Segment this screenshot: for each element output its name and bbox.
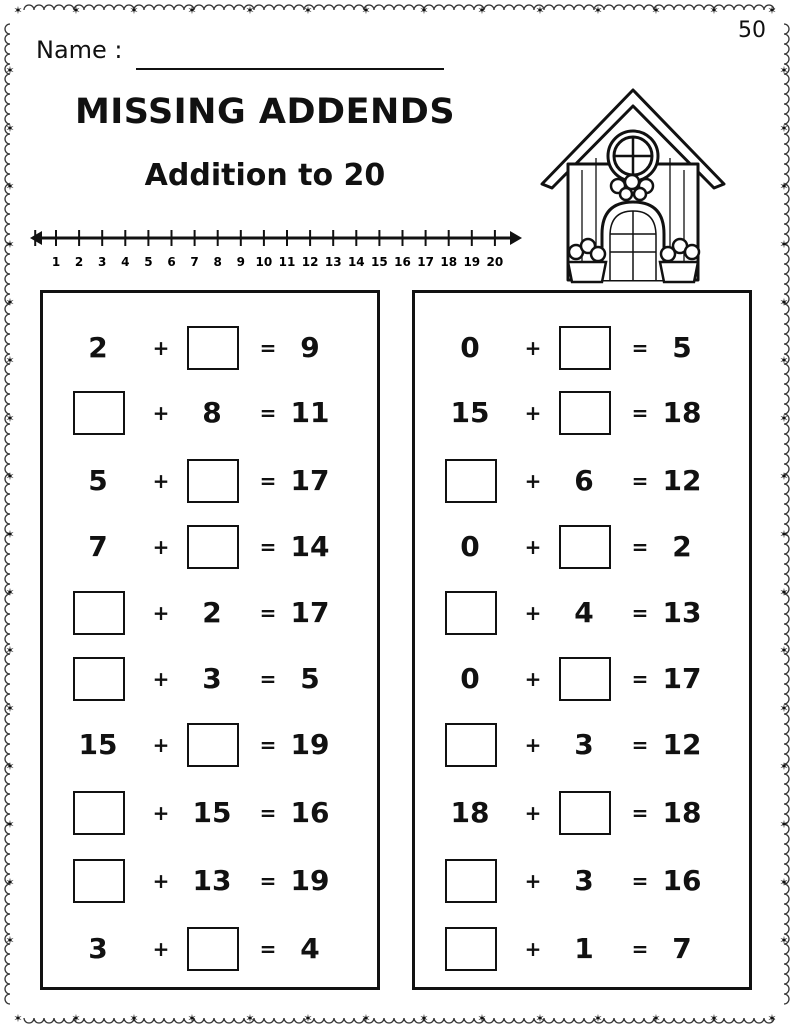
- page-number: 50: [738, 18, 766, 43]
- worksheet-subtitle: Addition to 20: [144, 158, 386, 193]
- equals-sign: =: [259, 869, 277, 893]
- number-line-label: 16: [394, 255, 411, 269]
- equals-sign: =: [631, 469, 649, 493]
- number-line-label: 9: [236, 255, 245, 269]
- addend-b: 3: [574, 728, 594, 761]
- sum: 11: [290, 396, 330, 429]
- problem-row: [43, 459, 377, 503]
- sum: 19: [290, 728, 330, 761]
- problem-row: [43, 723, 377, 767]
- plus-sign: +: [524, 601, 542, 625]
- number-line-label: 2: [74, 255, 84, 269]
- equals-sign: =: [631, 336, 649, 360]
- addend-b: 2: [202, 596, 222, 629]
- star-icon: ✶: [767, 1012, 777, 1025]
- plus-sign: +: [524, 469, 542, 493]
- equals-sign: =: [259, 336, 277, 360]
- addend-a: 0: [460, 530, 480, 563]
- answer-box[interactable]: [73, 391, 125, 435]
- plus-sign: +: [152, 869, 170, 893]
- problem-row: [43, 927, 377, 971]
- star-icon: ✶: [709, 1012, 719, 1025]
- sum: 19: [290, 864, 330, 897]
- star-icon: ✶: [779, 528, 789, 541]
- number-line-right-arrow-icon: [510, 231, 522, 245]
- star-icon: ✶: [419, 1012, 429, 1025]
- star-icon: ✶: [71, 4, 81, 17]
- star-icon: ✶: [71, 1012, 81, 1025]
- number-line-label: 1: [51, 255, 61, 269]
- problem-row: [43, 791, 377, 835]
- answer-box[interactable]: [445, 591, 497, 635]
- number-line-label: 8: [213, 255, 222, 269]
- star-icon: ✶: [779, 238, 789, 251]
- addend-b: 8: [202, 396, 222, 429]
- star-icon: ✶: [593, 1012, 603, 1025]
- answer-box[interactable]: [445, 723, 497, 767]
- star-icon: ✶: [5, 180, 15, 193]
- sum: 16: [662, 864, 702, 897]
- star-icon: ✶: [13, 1012, 23, 1025]
- equals-sign: =: [259, 937, 277, 961]
- star-icon: ✶: [5, 876, 15, 889]
- answer-box[interactable]: [559, 326, 611, 370]
- sum: 5: [300, 662, 320, 695]
- star-icon: ✶: [535, 4, 545, 17]
- star-icon: ✶: [13, 4, 23, 17]
- addend-b: 6: [574, 464, 594, 497]
- left-problems-panel: [40, 290, 380, 990]
- addend-a: 7: [88, 530, 108, 563]
- star-icon: ✶: [5, 818, 15, 831]
- star-icon: ✶: [779, 818, 789, 831]
- star-icon: ✶: [5, 586, 15, 599]
- star-icon: ✶: [245, 1012, 255, 1025]
- addend-a: 0: [460, 331, 480, 364]
- number-line-label: 4: [121, 255, 130, 269]
- plus-sign: +: [152, 937, 170, 961]
- plus-sign: +: [152, 336, 170, 360]
- star-icon: ✶: [129, 4, 139, 17]
- number-line-label: 19: [463, 255, 481, 269]
- problem-row: [43, 326, 377, 370]
- star-icon: ✶: [5, 934, 15, 947]
- plus-sign: +: [524, 801, 542, 825]
- name-field[interactable]: [136, 68, 444, 70]
- plus-sign: +: [152, 535, 170, 559]
- answer-box[interactable]: [187, 927, 239, 971]
- sum: 17: [290, 596, 330, 629]
- problem-row: [415, 927, 749, 971]
- star-icon: ✶: [187, 1012, 197, 1025]
- star-icon: ✶: [5, 412, 15, 425]
- plus-sign: +: [524, 937, 542, 961]
- star-icon: ✶: [779, 412, 789, 425]
- sum: 13: [662, 596, 702, 629]
- equals-sign: =: [259, 401, 277, 425]
- equals-sign: =: [259, 801, 277, 825]
- addend-b: 3: [202, 662, 222, 695]
- problem-row: [43, 525, 377, 569]
- house-icon: [538, 84, 728, 284]
- number-line-label: 5: [144, 255, 153, 269]
- star-icon: ✶: [5, 760, 15, 773]
- sum: 18: [662, 396, 702, 429]
- star-icon: ✶: [779, 470, 789, 483]
- answer-box[interactable]: [445, 859, 497, 903]
- addend-a: 5: [88, 464, 108, 497]
- problem-row: [415, 525, 749, 569]
- star-icon: ✶: [779, 122, 789, 135]
- star-icon: ✶: [779, 180, 789, 193]
- number-line-label: 12: [301, 255, 319, 269]
- equals-sign: =: [631, 801, 649, 825]
- addend-a: 15: [78, 728, 118, 761]
- star-icon: ✶: [5, 64, 15, 77]
- answer-box[interactable]: [187, 326, 239, 370]
- plus-sign: +: [524, 667, 542, 691]
- star-icon: ✶: [779, 876, 789, 889]
- number-line-label: 15: [371, 255, 388, 269]
- star-icon: ✶: [5, 238, 15, 251]
- answer-box[interactable]: [187, 723, 239, 767]
- problem-row: [415, 859, 749, 903]
- equals-sign: =: [631, 733, 649, 757]
- equals-sign: =: [631, 601, 649, 625]
- number-line-label: 11: [278, 255, 296, 269]
- number-line-label: 3: [98, 255, 107, 269]
- plus-sign: +: [152, 733, 170, 757]
- star-icon: ✶: [779, 354, 789, 367]
- equals-sign: =: [631, 869, 649, 893]
- star-icon: ✶: [593, 4, 603, 17]
- problem-row: [43, 859, 377, 903]
- addend-a: 15: [450, 396, 490, 429]
- answer-box[interactable]: [73, 591, 125, 635]
- plus-sign: +: [524, 535, 542, 559]
- number-line-label: 10: [255, 255, 273, 269]
- answer-box[interactable]: [559, 525, 611, 569]
- star-icon: ✶: [5, 528, 15, 541]
- worksheet-title: MISSING ADDENDS: [74, 92, 456, 132]
- star-icon: ✶: [651, 4, 661, 17]
- star-icon: ✶: [477, 1012, 487, 1025]
- answer-box[interactable]: [445, 459, 497, 503]
- addend-b: 13: [192, 864, 232, 897]
- star-icon: ✶: [779, 296, 789, 309]
- star-icon: ✶: [779, 760, 789, 773]
- answer-box[interactable]: [559, 657, 611, 701]
- star-icon: ✶: [535, 1012, 545, 1025]
- number-line-label: 17: [417, 255, 434, 269]
- sum: 9: [300, 331, 320, 364]
- star-icon: ✶: [419, 4, 429, 17]
- equals-sign: =: [631, 667, 649, 691]
- sum: 7: [672, 932, 692, 965]
- star-icon: ✶: [5, 644, 15, 657]
- answer-box[interactable]: [73, 791, 125, 835]
- star-icon: ✶: [303, 1012, 313, 1025]
- answer-box[interactable]: [187, 459, 239, 503]
- star-icon: ✶: [5, 354, 15, 367]
- plus-sign: +: [524, 869, 542, 893]
- answer-box[interactable]: [445, 927, 497, 971]
- answer-box[interactable]: [559, 391, 611, 435]
- star-icon: ✶: [709, 4, 719, 17]
- problem-row: [415, 723, 749, 767]
- problem-row: [415, 459, 749, 503]
- star-icon: ✶: [779, 934, 789, 947]
- equals-sign: =: [631, 401, 649, 425]
- number-line-label: 13: [324, 255, 342, 269]
- plus-sign: +: [524, 733, 542, 757]
- problem-row: [415, 791, 749, 835]
- star-icon: ✶: [779, 644, 789, 657]
- star-icon: ✶: [245, 4, 255, 17]
- plus-sign: +: [152, 469, 170, 493]
- right-problems-panel: [412, 290, 752, 990]
- sum: 17: [290, 464, 330, 497]
- problem-row: [415, 391, 749, 435]
- plus-sign: +: [152, 401, 170, 425]
- sum: 4: [300, 932, 320, 965]
- problem-row: [43, 657, 377, 701]
- star-icon: ✶: [303, 4, 313, 17]
- sum: 14: [290, 530, 330, 563]
- sum: 16: [290, 796, 330, 829]
- star-icon: ✶: [361, 1012, 371, 1025]
- addend-b: 3: [574, 864, 594, 897]
- star-icon: ✶: [5, 470, 15, 483]
- equals-sign: =: [259, 733, 277, 757]
- equals-sign: =: [259, 469, 277, 493]
- number-line-label: 18: [440, 255, 458, 269]
- equals-sign: =: [259, 601, 277, 625]
- sum: 18: [662, 796, 702, 829]
- addend-a: 18: [450, 796, 490, 829]
- plus-sign: +: [524, 336, 542, 360]
- problem-row: [415, 591, 749, 635]
- number-line-label: 6: [167, 255, 176, 269]
- sum: 2: [672, 530, 692, 563]
- plus-sign: +: [152, 667, 170, 691]
- problem-row: [43, 591, 377, 635]
- star-icon: ✶: [779, 702, 789, 715]
- answer-box[interactable]: [73, 657, 125, 701]
- star-icon: ✶: [5, 296, 15, 309]
- star-icon: ✶: [651, 1012, 661, 1025]
- answer-box[interactable]: [73, 859, 125, 903]
- answer-box[interactable]: [559, 791, 611, 835]
- star-icon: ✶: [129, 1012, 139, 1025]
- sum: 17: [662, 662, 702, 695]
- star-icon: ✶: [187, 4, 197, 17]
- number-line-label: 14: [347, 255, 365, 269]
- problem-row: [415, 657, 749, 701]
- problem-row: [43, 391, 377, 435]
- equals-sign: =: [631, 535, 649, 559]
- addend-a: 0: [460, 662, 480, 695]
- star-icon: ✶: [779, 64, 789, 77]
- name-label: Name :: [36, 36, 123, 64]
- star-icon: ✶: [5, 702, 15, 715]
- addend-a: 3: [88, 932, 108, 965]
- addend-b: 4: [574, 596, 594, 629]
- addend-b: 1: [574, 932, 594, 965]
- star-icon: ✶: [477, 4, 487, 17]
- plus-sign: +: [524, 401, 542, 425]
- equals-sign: =: [259, 667, 277, 691]
- star-icon: ✶: [5, 122, 15, 135]
- equals-sign: =: [259, 535, 277, 559]
- addend-a: 2: [88, 331, 108, 364]
- star-icon: ✶: [767, 4, 777, 17]
- sum: 12: [662, 728, 702, 761]
- problem-row: [415, 326, 749, 370]
- plus-sign: +: [152, 801, 170, 825]
- sum: 12: [662, 464, 702, 497]
- sum: 5: [672, 331, 692, 364]
- addend-b: 15: [192, 796, 232, 829]
- number-line-label: 20: [486, 255, 504, 269]
- equals-sign: =: [631, 937, 649, 961]
- star-icon: ✶: [361, 4, 371, 17]
- plus-sign: +: [152, 601, 170, 625]
- number-line-label: 7: [190, 255, 199, 269]
- number-line: [28, 222, 528, 272]
- star-icon: ✶: [779, 586, 789, 599]
- answer-box[interactable]: [187, 525, 239, 569]
